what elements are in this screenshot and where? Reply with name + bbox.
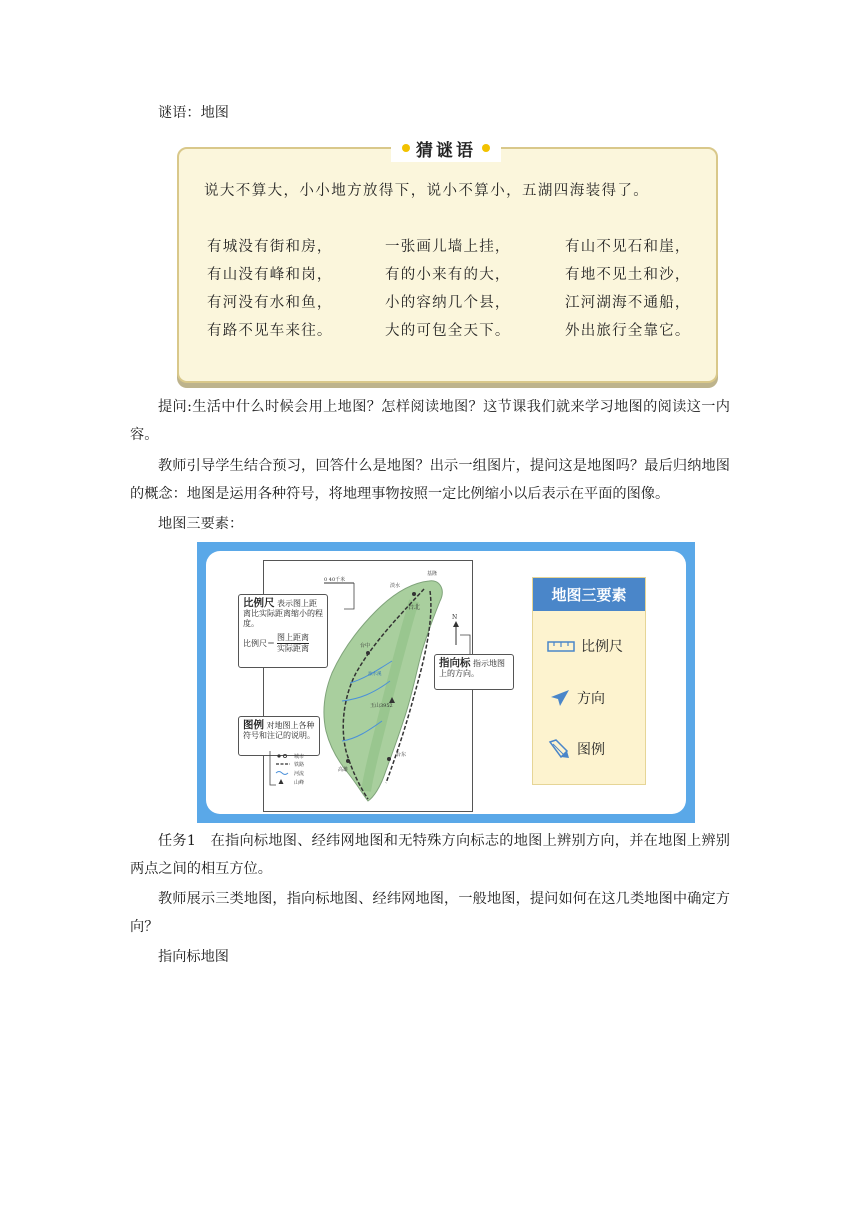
riddle-answer-line: 谜语：地图 [158, 105, 229, 121]
legend-item-river: 河流 [294, 771, 305, 777]
scale-annotation [238, 594, 328, 668]
panel-title: 地图三要素 [533, 578, 645, 611]
scale-formula-label: 比例尺＝ [243, 638, 275, 648]
riddle-verse: 有的小来有的大， [385, 267, 511, 283]
riddle-card-title [391, 134, 501, 162]
riddle-column-2 [385, 233, 511, 345]
riddle-verse: 有地不见土和沙， [565, 267, 691, 283]
riddle-verse: 有山不见石和崖， [565, 239, 691, 255]
brush-icon [547, 738, 571, 760]
legend-title: 图例 [243, 719, 264, 731]
paragraph-question: 提问:生活中什么时候会用上地图？怎样阅读地图？这节课我们就来学习地图的阅读这一内容。 [130, 399, 730, 443]
paragraph-three-elements: 地图三要素： [158, 516, 244, 532]
legend-item-peak: 山峰 [294, 780, 305, 786]
riddle-verse: 有山没有峰和岗， [207, 267, 333, 283]
riddle-verse: 有路不见车来往。 [207, 323, 333, 339]
city-marker [412, 592, 416, 596]
riddle-verse: 一张画儿墙上挂， [385, 239, 511, 255]
three-elements-panel [532, 577, 646, 785]
north-letter: N [452, 614, 458, 621]
panel-item-direction [547, 688, 605, 708]
panel-item-direction-label: 方向 [577, 691, 605, 707]
panel-item-scale [547, 636, 623, 656]
riddle-intro-line: 说大不算大，小小地方放得下，说小不算小，五湖四海装得了。 [204, 183, 650, 199]
map-label-taitung: 台东 [396, 752, 407, 758]
city-marker [366, 651, 370, 655]
paragraph-task-1: 任务1 在指向标地图、经纬网地图和无特殊方向标志的地图上辨别方向，并在地图上辨别两点之间的相互方位。 [130, 833, 730, 877]
map-label-kaohsiung: 高雄 [338, 767, 349, 773]
riddle-title-text: 猜谜语 [416, 140, 476, 161]
panel-item-scale-label: 比例尺 [581, 639, 623, 655]
riddle-column-1 [207, 233, 333, 345]
north-desc: 指示地图上的方向。 [439, 659, 506, 678]
paragraph-pointer-map: 指向标地图 [158, 949, 229, 965]
scale-denominator: 实际距离 [277, 644, 309, 653]
scale-title: 比例尺 [243, 597, 275, 609]
panel-item-legend-label: 图例 [577, 742, 605, 758]
paragraph-map-definition: 教师引导学生结合预习，回答什么是地图？出示一组图片，提问这是地图吗？最后归纳地图的概念：地图是运用各种符号，将地理事物按照一定比例缩小以后表示在平面的图像。 [130, 458, 730, 502]
riddle-column-3 [565, 233, 691, 345]
map-label-taichung: 台中 [360, 643, 371, 649]
scale-numerator: 图上距离 [277, 633, 309, 642]
figure-inner [206, 551, 686, 814]
riddle-verse: 外出旅行全靠它。 [565, 323, 691, 339]
city-marker [387, 757, 391, 761]
riddle-verse: 大的可包全天下。 [385, 323, 511, 339]
city-marker [346, 759, 350, 763]
riddle-verse: 小的容纳几个县， [385, 295, 511, 311]
title-dot-right [482, 144, 490, 152]
map-label-danshui: 淡水 [390, 583, 401, 589]
legend-desc: 对地图上各种符号和注记的说明。 [243, 721, 315, 740]
paragraph-teacher-shows: 教师展示三类地图，指向标地图、经纬网地图，一般地图，提问如何在这几类地图中确定方向？ [130, 891, 730, 935]
scale-desc: 表示图上距离比实际距离缩小的程度。 [243, 599, 323, 628]
panel-item-legend [547, 738, 605, 760]
map-label-keelung: 基隆 [427, 571, 438, 577]
ruler-icon [547, 639, 575, 653]
map-label-peak: 玉山3952 [370, 703, 393, 709]
map-label-river: 浊水溪 [368, 672, 382, 677]
riddle-verse: 有城没有街和房， [207, 239, 333, 255]
north-title: 指向标 [439, 657, 471, 669]
title-dot-left [402, 144, 410, 152]
riddle-verse: 江河湖海不通船， [565, 295, 691, 311]
map-legend-key [266, 751, 326, 791]
riddle-verse: 有河没有水和鱼， [207, 295, 333, 311]
legend-annotation [238, 716, 320, 756]
legend-item-railway: 铁路 [294, 762, 305, 768]
legend-item-city: 城市 [294, 754, 305, 760]
scale-bar-text: 0 40千米 [324, 577, 346, 583]
map-elements-figure [197, 542, 695, 823]
north-annotation [434, 654, 514, 690]
map-label-taipei: 台北 [408, 604, 421, 611]
compass-arrow-icon [547, 688, 571, 708]
